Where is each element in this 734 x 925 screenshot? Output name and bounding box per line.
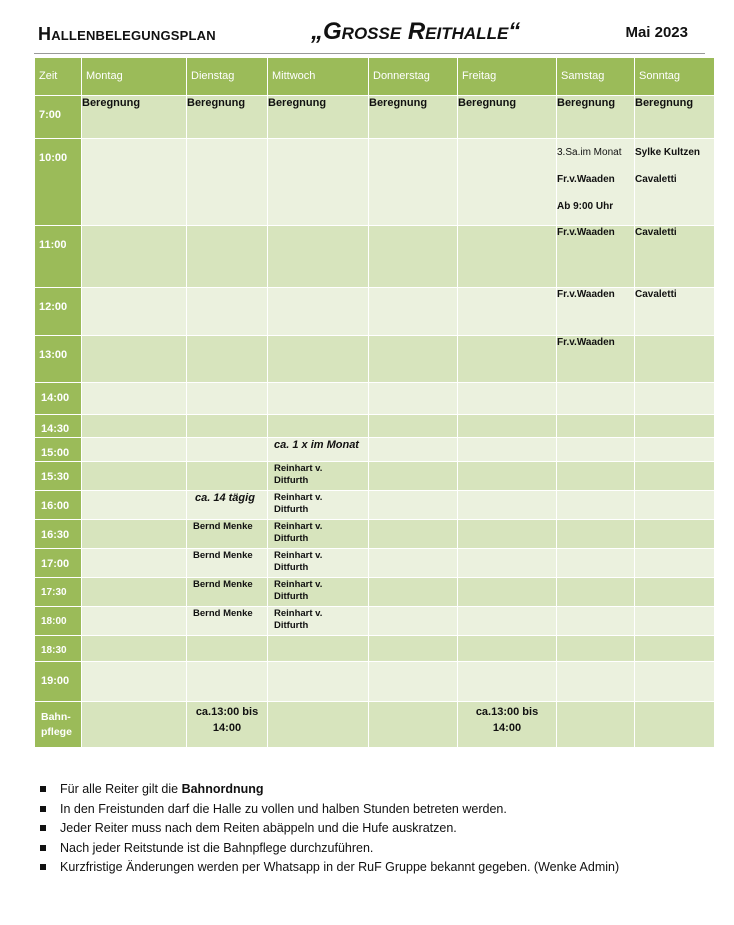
schedule-cell	[635, 662, 715, 702]
schedule-cell	[635, 607, 715, 636]
col-header-montag: Montag	[82, 58, 187, 96]
cell-line: Fr.v.Waaden	[557, 174, 615, 185]
note-text: Nach jeder Reitstunde ist die Bahnpflege durchzuführen.	[60, 840, 374, 855]
schedule-cell	[82, 383, 187, 415]
table-row	[35, 383, 715, 415]
schedule-cell	[82, 226, 187, 288]
schedule-cell	[458, 549, 557, 578]
schedule-cell	[557, 607, 635, 636]
schedule-cell	[82, 549, 187, 578]
schedule-cell	[458, 607, 557, 636]
page-header	[38, 18, 688, 50]
schedule-cell	[458, 288, 557, 336]
time-cell: 18:30	[35, 636, 82, 662]
schedule-cell	[82, 288, 187, 336]
schedule-cell: Beregnung	[369, 96, 458, 139]
schedule-cell	[268, 336, 369, 383]
schedule-cell	[82, 438, 187, 462]
schedule-cell	[458, 139, 557, 226]
table-row	[35, 549, 715, 578]
schedule-cell	[82, 491, 187, 520]
table-row	[35, 662, 715, 702]
notes-list	[38, 780, 619, 878]
schedule-cell: Bernd Menke	[187, 578, 268, 607]
schedule-cell	[369, 662, 458, 702]
schedule-cell	[187, 438, 268, 462]
schedule-cell	[458, 636, 557, 662]
month-label: Mai 2023	[625, 24, 688, 41]
bullet-icon	[40, 786, 46, 792]
time-cell: 7:00	[35, 96, 82, 139]
schedule-cell	[557, 578, 635, 607]
time-cell: 12:00	[35, 288, 82, 336]
schedule-cell	[458, 383, 557, 415]
schedule-cell	[635, 336, 715, 383]
schedule-cell: Reinhart v. Ditfurth	[268, 462, 369, 491]
schedule-cell: Reinhart v. Ditfurth	[268, 491, 369, 520]
time-cell: 15:30	[35, 462, 82, 491]
schedule-cell	[369, 491, 458, 520]
table-row	[35, 491, 715, 520]
schedule-cell	[635, 383, 715, 415]
time-cell: 10:00	[35, 139, 82, 226]
schedule-cell	[635, 520, 715, 549]
schedule-cell	[557, 415, 635, 438]
schedule-cell	[635, 415, 715, 438]
time-cell: 14:00	[35, 383, 82, 415]
schedule-cell	[369, 462, 458, 491]
schedule-cell	[187, 415, 268, 438]
note-text: Jeder Reiter muss nach dem Reiten abäppeln und die Hufe auskratzen.	[60, 821, 457, 835]
schedule-cell	[635, 636, 715, 662]
schedule-cell	[458, 520, 557, 549]
schedule-cell	[268, 226, 369, 288]
schedule-cell	[458, 438, 557, 462]
schedule-cell: Fr.v.Waaden	[557, 226, 635, 288]
schedule-cell: Reinhart v. Ditfurth	[268, 549, 369, 578]
schedule-cell-sonntag	[635, 139, 715, 226]
schedule-cell	[458, 226, 557, 288]
table-row	[35, 96, 715, 139]
schedule-cell	[268, 139, 369, 226]
schedule-cell	[369, 520, 458, 549]
schedule-cell: Reinhart v. Ditfurth	[268, 578, 369, 607]
cell-line: Sylke Kultzen	[635, 147, 701, 158]
schedule-cell: Cavaletti	[635, 288, 715, 336]
schedule-cell: Bernd Menke	[187, 520, 268, 549]
schedule-cell	[458, 578, 557, 607]
schedule-cell	[557, 520, 635, 549]
schedule-cell: Beregnung	[82, 96, 187, 139]
schedule-cell	[82, 336, 187, 383]
hall-title: „Große Reithalle“	[311, 18, 521, 45]
schedule-cell: Beregnung	[187, 96, 268, 139]
schedule-cell	[369, 578, 458, 607]
schedule-cell: ca.13:00 bis 14:00	[458, 702, 557, 748]
schedule-cell	[82, 578, 187, 607]
schedule-cell	[369, 636, 458, 662]
note-text: Für alle Reiter gilt die	[60, 782, 182, 796]
schedule-cell	[458, 662, 557, 702]
schedule-cell	[82, 607, 187, 636]
schedule-cell	[369, 288, 458, 336]
schedule-cell	[557, 491, 635, 520]
schedule-cell	[268, 662, 369, 702]
time-cell: 17:30	[35, 578, 82, 607]
header-row	[35, 58, 715, 96]
schedule-cell	[369, 226, 458, 288]
list-item	[38, 819, 619, 839]
schedule-cell	[187, 383, 268, 415]
schedule-cell	[458, 462, 557, 491]
header-rule	[34, 53, 705, 54]
col-header-dienstag: Dienstag	[187, 58, 268, 96]
schedule-cell: Beregnung	[635, 96, 715, 139]
schedule-cell	[268, 383, 369, 415]
time-cell: 19:00	[35, 662, 82, 702]
schedule-cell	[369, 415, 458, 438]
schedule-cell: Beregnung	[458, 96, 557, 139]
schedule-cell	[82, 662, 187, 702]
time-cell: 17:00	[35, 549, 82, 578]
table-row	[35, 288, 715, 336]
table-row	[35, 607, 715, 636]
schedule-cell	[82, 702, 187, 748]
schedule-cell	[369, 139, 458, 226]
schedule-cell	[635, 702, 715, 748]
col-header-donnerstag: Donnerstag	[369, 58, 458, 96]
bullet-icon	[40, 806, 46, 812]
schedule-cell	[369, 607, 458, 636]
schedule-cell: Reinhart v. Ditfurth	[268, 607, 369, 636]
schedule-cell	[187, 336, 268, 383]
plan-title: Hallenbelegungsplan	[38, 24, 216, 44]
bahnordnung-text: Bahnordnung	[181, 782, 264, 796]
time-cell: 16:30	[35, 520, 82, 549]
schedule-cell	[458, 491, 557, 520]
col-header-freitag: Freitag	[458, 58, 557, 96]
table-row	[35, 139, 715, 226]
time-cell: 13:00	[35, 336, 82, 383]
schedule-cell	[187, 139, 268, 226]
note-text: In den Freistunden darf die Halle zu vollen und halben Stunden betreten werden.	[60, 801, 507, 816]
schedule-cell: Beregnung	[268, 96, 369, 139]
table-row	[35, 636, 715, 662]
schedule-cell	[369, 549, 458, 578]
schedule-cell	[458, 336, 557, 383]
schedule-cell: Bernd Menke	[187, 607, 268, 636]
time-cell: 18:00	[35, 607, 82, 636]
schedule-cell	[635, 438, 715, 462]
time-cell-bahnpflege: Bahn-pflege	[35, 702, 82, 748]
schedule-cell	[557, 462, 635, 491]
schedule-cell	[82, 139, 187, 226]
table-row	[35, 520, 715, 549]
schedule-cell	[187, 226, 268, 288]
schedule-cell: ca. 1 x im Monat	[268, 438, 369, 462]
schedule-cell	[268, 636, 369, 662]
schedule-cell: Fr.v.Waaden	[557, 336, 635, 383]
schedule-cell	[268, 702, 369, 748]
schedule-cell	[268, 288, 369, 336]
table-row	[35, 226, 715, 288]
schedule-cell: Bernd Menke	[187, 549, 268, 578]
schedule-cell	[187, 288, 268, 336]
list-item	[38, 839, 619, 859]
schedule-table	[34, 57, 715, 748]
schedule-cell	[458, 415, 557, 438]
schedule-cell: ca. 14 tägig	[187, 491, 268, 520]
schedule-cell	[187, 662, 268, 702]
table-row	[35, 462, 715, 491]
time-cell: 15:00	[35, 438, 82, 462]
schedule-cell: Cavaletti	[635, 226, 715, 288]
schedule-cell	[635, 462, 715, 491]
list-item	[38, 858, 619, 878]
table-row	[35, 415, 715, 438]
schedule-cell	[557, 702, 635, 748]
schedule-cell-samstag	[557, 139, 635, 226]
schedule-cell	[557, 438, 635, 462]
table-row	[35, 578, 715, 607]
schedule-cell	[369, 438, 458, 462]
cell-line: Cavaletti	[635, 174, 677, 185]
schedule-cell	[635, 491, 715, 520]
schedule-cell	[557, 383, 635, 415]
schedule-cell	[82, 636, 187, 662]
list-item	[38, 780, 619, 800]
schedule-cell	[635, 578, 715, 607]
schedule-cell: Fr.v.Waaden	[557, 288, 635, 336]
schedule-cell	[82, 462, 187, 491]
table-row	[35, 702, 715, 748]
schedule-cell	[187, 462, 268, 491]
schedule-cell	[635, 549, 715, 578]
col-header-zeit: Zeit	[35, 58, 82, 96]
schedule-cell	[268, 415, 369, 438]
schedule-cell: Reinhart v. Ditfurth	[268, 520, 369, 549]
col-header-samstag: Samstag	[557, 58, 635, 96]
schedule-cell	[557, 549, 635, 578]
bullet-icon	[40, 825, 46, 831]
note-text: Kurzfristige Änderungen werden per Whatsapp in der RuF Gruppe bekannt gegeben. (Wenke Admin)	[60, 860, 620, 874]
list-item	[38, 800, 619, 820]
time-cell: 11:00	[35, 226, 82, 288]
time-cell: 14:30	[35, 415, 82, 438]
col-header-mittwoch: Mittwoch	[268, 58, 369, 96]
schedule-cell	[369, 702, 458, 748]
schedule-cell	[557, 636, 635, 662]
cell-line: 3.Sa.im Monat	[557, 147, 622, 158]
table-row	[35, 438, 715, 462]
schedule-cell: Beregnung	[557, 96, 635, 139]
time-cell: 16:00	[35, 491, 82, 520]
cell-line: Ab 9:00 Uhr	[557, 201, 614, 212]
schedule-cell	[369, 383, 458, 415]
table-row	[35, 336, 715, 383]
schedule-cell	[82, 520, 187, 549]
schedule-cell	[369, 336, 458, 383]
col-header-sonntag: Sonntag	[635, 58, 715, 96]
schedule-cell: ca.13:00 bis 14:00	[187, 702, 268, 748]
bullet-icon	[40, 845, 46, 851]
bullet-icon	[40, 864, 46, 870]
schedule-cell	[187, 636, 268, 662]
schedule-cell	[557, 662, 635, 702]
schedule-cell	[82, 415, 187, 438]
